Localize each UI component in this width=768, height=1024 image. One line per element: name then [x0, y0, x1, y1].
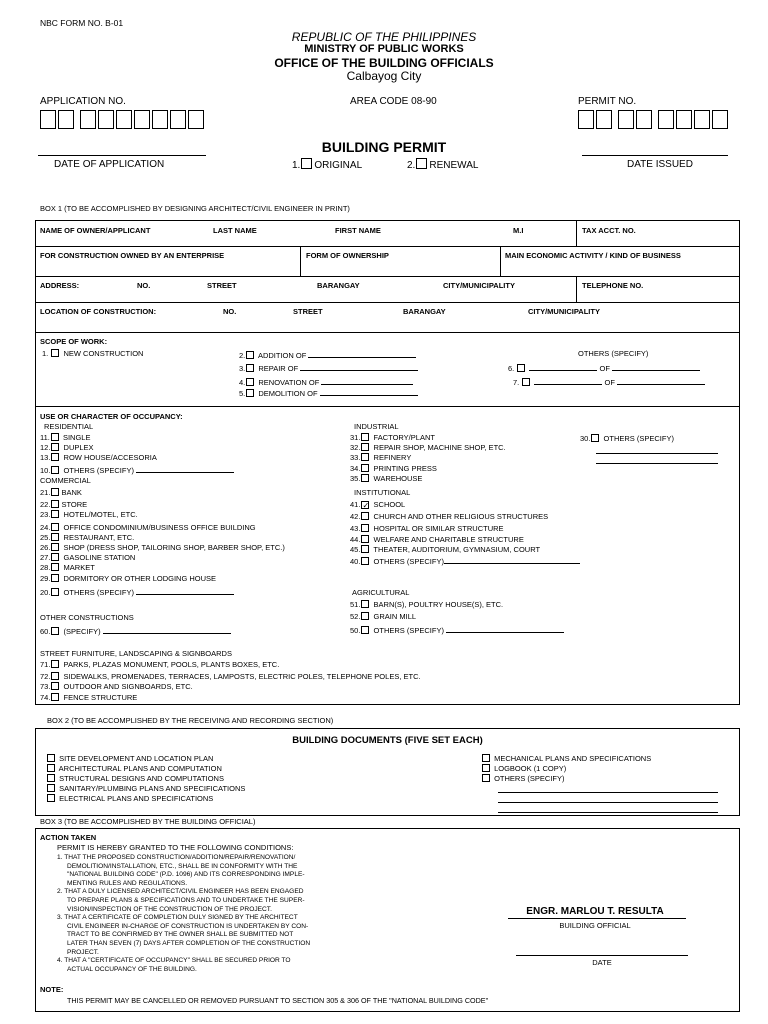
institutional-checkbox[interactable] — [361, 535, 369, 543]
document-label: SITE DEVELOPMENT AND LOCATION PLAN — [59, 754, 214, 763]
agricultural-checkbox[interactable] — [361, 612, 369, 620]
republic-heading: REPUBLIC OF THE PHILIPPINES — [291, 30, 477, 44]
commercial-checkbox[interactable] — [51, 533, 59, 541]
permit-no-boxes[interactable] — [578, 110, 730, 129]
box3-caption: BOX 3 (TO BE ACCOMPLISHED BY THE BUILDING OFFICIAL) — [40, 817, 256, 826]
scope-renovation-number: 4. — [239, 378, 246, 387]
agricultural-checkbox[interactable] — [361, 600, 369, 608]
demolition-checkbox[interactable] — [246, 389, 254, 397]
commercial-label: OTHERS (SPECIFY) — [63, 587, 134, 597]
agricultural-list — [350, 600, 564, 635]
original-option[interactable] — [292, 158, 362, 171]
street-furniture-checkbox[interactable] — [51, 672, 59, 680]
other-constructions-heading: OTHER CONSTRUCTIONS — [40, 613, 134, 622]
commercial-number: 24. — [40, 522, 51, 532]
form-number: NBC FORM NO. B-01 — [40, 18, 124, 28]
renewal-label: RENEWAL — [429, 160, 479, 171]
document-item[interactable] — [46, 784, 245, 794]
commercial-label: GASOLINE STATION — [63, 553, 136, 563]
institutional-list — [350, 500, 580, 565]
institutional-number: 42. — [350, 512, 361, 522]
date-issued-label: DATE ISSUED — [627, 159, 693, 170]
official-name: ENGR. MARLOU T. RESULTA — [526, 906, 664, 917]
institutional-checkbox[interactable] — [361, 545, 369, 553]
location-no-label: NO. — [223, 307, 237, 316]
street-furniture-label: OUTDOOR AND SIGNBOARDS, ETC. — [63, 682, 193, 692]
other-constructions-label: (SPECIFY) — [63, 627, 101, 636]
scope-other-7[interactable] — [513, 376, 705, 387]
condition-line: TRACT TO BE CONFIRMED BY THE OWNER SHALL BE SUBMITTED NOT — [67, 931, 294, 939]
industrial-label: REPAIR SHOP, MACHINE SHOP, ETC. — [373, 443, 506, 453]
agricultural-number: 52. — [350, 612, 361, 622]
middle-initial-label: M.I — [513, 226, 524, 235]
institutional-label: THEATER, AUDITORIUM, GYMNASIUM, COURT — [373, 544, 541, 554]
industrial-label: PRINTING PRESS — [373, 463, 437, 473]
institutional-number: 44. — [350, 534, 361, 544]
street-furniture-heading: STREET FURNITURE, LANDSCAPING & SIGNBOARDS — [40, 649, 232, 658]
institutional-checkbox[interactable] — [361, 512, 369, 520]
industrial-label: WAREHOUSE — [373, 473, 423, 483]
residential-item[interactable] — [40, 464, 234, 474]
other-6-checkbox[interactable] — [517, 364, 525, 372]
original-number: 1. — [292, 160, 301, 171]
ministry-heading: MINISTRY OF PUBLIC WORKS — [304, 43, 464, 55]
commercial-number: 21. — [40, 488, 51, 497]
residential-heading: RESIDENTIAL — [44, 422, 94, 431]
street-furniture-checkbox[interactable] — [51, 693, 59, 701]
city-heading: Calbayog City — [346, 69, 422, 83]
commercial-number: 28. — [40, 563, 51, 573]
residential-item[interactable] — [40, 453, 234, 463]
document-item[interactable] — [481, 774, 651, 784]
renovation-checkbox[interactable] — [246, 378, 254, 386]
renewal-checkbox[interactable] — [416, 158, 427, 169]
address-label: ADDRESS: — [40, 281, 80, 290]
commercial-number: 29. — [40, 573, 51, 583]
institutional-label: HOSPITAL OR SIMILAR STRUCTURE — [373, 524, 504, 534]
date-of-application-label: DATE OF APPLICATION — [54, 159, 165, 170]
address-no-label: NO. — [137, 281, 151, 290]
agricultural-label: OTHERS (SPECIFY) — [373, 626, 444, 636]
document-label: STRUCTURAL DESIGNS AND COMPUTATIONS — [59, 774, 224, 783]
commercial-number: 22. — [40, 500, 51, 510]
agricultural-item[interactable] — [350, 612, 564, 622]
note-text: THIS PERMIT MAY BE CANCELLED OR REMOVED PURSUANT TO SECTION 305 & 306 OF THE "NATIONAL BUILDING CODE" — [67, 996, 489, 1005]
street-furniture-number: 72. — [40, 672, 51, 682]
scope-other-6-number: 6. — [508, 364, 515, 373]
commercial-label: SHOP (DRESS SHOP, TAILORING SHOP, BARBER SHOP, ETC.) — [63, 542, 285, 552]
residential-label: DUPLEX — [63, 443, 94, 453]
street-furniture-number: 71. — [40, 660, 51, 669]
condition-line: MENTING RULES AND REGULATIONS. — [67, 879, 188, 887]
residential-checkbox[interactable] — [51, 443, 59, 451]
commercial-item[interactable] — [40, 523, 285, 533]
institutional-item[interactable] — [350, 535, 580, 545]
street-furniture-label: SIDEWALKS, PROMENADES, TERRACES, LAMPOSTS, ELECTRIC POLES, TELEPHONE POLES, ETC. — [63, 672, 421, 682]
institutional-checkbox[interactable] — [361, 524, 369, 532]
other-7-checkbox[interactable] — [522, 378, 530, 386]
note-label: NOTE: — [40, 985, 64, 994]
street-furniture-item[interactable] — [40, 660, 421, 670]
institutional-item[interactable] — [350, 512, 580, 522]
commercial-label: STORE — [61, 500, 88, 510]
scope-other-6-of: OF — [599, 364, 610, 373]
institutional-item[interactable] — [350, 545, 580, 555]
other-constructions-checkbox[interactable] — [51, 627, 59, 635]
documents-others-line[interactable] — [498, 812, 718, 813]
commercial-checkbox[interactable] — [51, 510, 59, 518]
demolition-label: DEMOLITION OF — [258, 389, 318, 398]
documents-right-list — [481, 754, 651, 784]
conditions-list — [57, 854, 310, 974]
location-street-label: STREET — [293, 307, 323, 316]
residential-number: 11. — [40, 433, 50, 442]
industrial-list — [350, 433, 506, 484]
institutional-checkbox[interactable] — [361, 557, 369, 565]
industrial-label: FACTORY/PLANT — [373, 433, 435, 442]
others-30-number: 30. — [580, 434, 591, 443]
residential-number: 12. — [40, 443, 51, 453]
institutional-label: CHURCH AND OTHER RELIGIOUS STRUCTURES — [373, 512, 549, 522]
others-30-line[interactable] — [596, 463, 718, 464]
residential-checkbox[interactable] — [51, 466, 59, 474]
agricultural-number: 51. — [350, 600, 361, 609]
industrial-checkbox[interactable] — [361, 474, 369, 482]
owner-name-label: NAME OF OWNER/APPLICANT — [40, 226, 151, 235]
commercial-checkbox[interactable] — [51, 543, 59, 551]
industrial-item[interactable] — [350, 453, 506, 463]
conditions-intro: PERMIT IS HEREBY GRANTED TO THE FOLLOWING CONDITIONS: — [57, 843, 294, 852]
document-item[interactable] — [46, 764, 245, 774]
other-constructions-number: 60. — [40, 627, 51, 636]
agricultural-checkbox[interactable] — [361, 626, 369, 634]
commercial-checkbox[interactable] — [51, 488, 59, 496]
commercial-checkbox[interactable] — [51, 588, 59, 596]
industrial-checkbox[interactable] — [361, 453, 369, 461]
document-checkbox[interactable] — [47, 774, 55, 782]
institutional-heading: INSTITUTIONAL — [354, 488, 411, 497]
document-checkbox[interactable] — [47, 754, 55, 762]
industrial-label: REFINERY — [373, 453, 412, 463]
first-name-label: FIRST NAME — [335, 226, 381, 235]
street-furniture-checkbox[interactable] — [51, 682, 59, 690]
location-city-label: CITY/MUNICIPALITY — [528, 307, 600, 316]
action-taken-heading: ACTION TAKEN — [40, 833, 97, 842]
industrial-item[interactable] — [350, 474, 506, 484]
scope-renovation[interactable] — [239, 376, 413, 387]
document-item[interactable] — [46, 774, 245, 784]
commercial-heading: COMMERCIAL — [40, 476, 91, 485]
industrial-number: 31. — [350, 433, 361, 442]
institutional-item[interactable] — [350, 555, 580, 565]
agricultural-item[interactable] — [350, 600, 564, 610]
official-signature-line[interactable] — [508, 918, 686, 919]
residential-checkbox[interactable] — [51, 433, 59, 441]
documents-left-list — [46, 754, 245, 804]
commercial-checkbox[interactable] — [51, 523, 59, 531]
commercial-number: 23. — [40, 510, 51, 520]
industrial-checkbox[interactable] — [361, 433, 369, 441]
scope-new-construction[interactable] — [42, 349, 143, 358]
area-code: AREA CODE 08-90 — [350, 96, 437, 107]
agricultural-number: 50. — [350, 626, 361, 636]
agricultural-heading: AGRICULTURAL — [352, 588, 410, 597]
street-furniture-item[interactable] — [40, 672, 421, 682]
document-checkbox[interactable] — [482, 774, 490, 782]
application-no-boxes[interactable] — [40, 110, 206, 129]
condition-line: ACTUAL OCCUPANCY OF THE BUILDING. — [67, 965, 197, 973]
agricultural-label: GRAIN MILL — [373, 612, 417, 622]
commercial-label: MARKET — [63, 563, 95, 573]
document-checkbox[interactable] — [47, 794, 55, 802]
residential-number: 10. — [40, 465, 51, 475]
industrial-checkbox[interactable] — [361, 464, 369, 472]
condition-line: CIVIL ENGINEER IN-CHARGE OF CONSTRUCTION IS UNDERTAKEN BY CON- — [67, 922, 309, 930]
commercial-checkbox[interactable] — [51, 553, 59, 561]
institutional-item[interactable] — [350, 524, 580, 534]
others-30-line[interactable] — [596, 453, 718, 454]
renovation-label: RENOVATION OF — [258, 378, 320, 387]
commercial-checkbox[interactable] — [51, 500, 59, 508]
commercial-number: 27. — [40, 553, 51, 563]
official-title: BUILDING OFFICIAL — [559, 921, 631, 930]
commercial-item[interactable] — [40, 533, 285, 543]
document-checkbox[interactable] — [47, 784, 55, 792]
box1-caption: BOX 1 (TO BE ACCOMPLISHED BY DESIGNING ARCHITECT/CIVIL ENGINEER IN PRINT) — [40, 204, 350, 213]
date-of-application-line[interactable] — [38, 155, 206, 156]
industrial-checkbox[interactable] — [361, 443, 369, 451]
industrial-number: 32. — [350, 443, 361, 453]
location-barangay-label: BARANGAY — [403, 307, 446, 316]
address-city-label: CITY/MUNICIPALITY — [443, 281, 515, 290]
street-furniture-number: 73. — [40, 682, 51, 692]
renewal-number: 2. — [407, 160, 416, 171]
document-checkbox[interactable] — [47, 764, 55, 772]
commercial-label: OFFICE CONDOMINIUM/BUSINESS OFFICE BUILDING — [63, 522, 256, 532]
other-constructions-item[interactable] — [40, 625, 231, 636]
scope-other-7-of: OF — [604, 378, 615, 387]
form-of-ownership-label: FORM OF OWNERSHIP — [306, 251, 389, 260]
occupancy-title: USE OR CHARACTER OF OCCUPANCY: — [40, 412, 183, 421]
location-label: LOCATION OF CONSTRUCTION: — [40, 307, 157, 316]
residential-label: ROW HOUSE/ACCESORIA — [63, 453, 157, 463]
repair-checkbox[interactable] — [246, 364, 254, 372]
addition-checkbox[interactable] — [246, 351, 254, 359]
condition-line: DEMOLITION/INSTALLATION, ETC., SHALL BE IN CONFORMITY WITH THE — [67, 862, 298, 870]
industrial-item[interactable] — [350, 443, 506, 453]
new-construction-label: NEW CONSTRUCTION — [63, 349, 144, 358]
commercial-number: 25. — [40, 532, 51, 542]
industrial-item[interactable] — [350, 464, 506, 474]
renewal-option[interactable] — [407, 158, 478, 171]
condition-line: LATER THAN SEVEN (7) DAYS AFTER COMPLETION OF THE CONSTRUCTION — [67, 939, 311, 947]
documents-others-line[interactable] — [498, 792, 718, 793]
commercial-checkbox[interactable] — [51, 563, 59, 571]
condition-line: 4. THAT A "CERTIFICATE OF OCCUPANCY" SHALL BE SECURED PRIOR TO — [57, 957, 291, 965]
scope-other-6[interactable] — [508, 362, 700, 373]
street-furniture-number: 74. — [40, 692, 51, 702]
street-furniture-label: FENCE STRUCTURE — [63, 692, 138, 702]
condition-line: VISION/INSPECTION OF THE CONSTRUCTION OF THE PROJECT. — [67, 905, 272, 913]
commercial-label: HOTEL/MOTEL, ETC. — [63, 510, 138, 520]
scope-title: SCOPE OF WORK: — [40, 337, 108, 346]
scope-repair[interactable] — [239, 362, 418, 373]
document-item[interactable] — [46, 754, 245, 764]
institutional-label: SCHOOL — [373, 500, 406, 509]
documents-others-line[interactable] — [498, 802, 718, 803]
commercial-label: RESTAURANT, ETC. — [63, 532, 135, 542]
commercial-label: BANK — [61, 488, 82, 497]
last-name-label: LAST NAME — [213, 226, 257, 235]
scope-demolition-number: 5. — [239, 389, 246, 398]
commercial-label: DORMITORY OR OTHER LODGING HOUSE — [63, 573, 217, 583]
agricultural-label: BARN(S), POULTRY HOUSE(S), ETC. — [373, 600, 504, 609]
condition-line: PROJECT. — [67, 948, 99, 956]
office-heading: OFFICE OF THE BUILDING OFFICIALS — [274, 56, 494, 70]
others-30-label: OTHERS (SPECIFY) — [603, 434, 674, 443]
school-checkbox[interactable] — [361, 501, 369, 509]
document-label: ELECTRICAL PLANS AND SPECIFICATIONS — [59, 794, 214, 803]
others-30-item[interactable] — [580, 434, 674, 443]
residential-number: 13. — [40, 453, 51, 463]
scope-addition-number: 2. — [239, 351, 246, 360]
scope-new-number: 1. — [42, 349, 49, 358]
street-furniture-item[interactable] — [40, 693, 421, 703]
institutional-item[interactable] — [350, 500, 580, 510]
commercial-item[interactable] — [40, 500, 285, 510]
street-furniture-item[interactable] — [40, 682, 421, 692]
residential-item[interactable] — [40, 443, 234, 453]
industrial-number: 34. — [350, 463, 361, 473]
condition-line: TO PREPARE PLANS & SPECIFICATIONS AND TO UNDERTAKE THE SUPER- — [67, 896, 305, 904]
institutional-number: 45. — [350, 544, 361, 554]
enterprise-label: FOR CONSTRUCTION OWNED BY AN ENTERPRISE — [40, 251, 225, 260]
official-date-line[interactable] — [516, 955, 688, 956]
permit-no-label: PERMIT NO. — [578, 96, 637, 107]
institutional-label: OTHERS (SPECIFY) — [373, 556, 444, 566]
scope-others-label: OTHERS (SPECIFY) — [578, 349, 649, 358]
address-barangay-label: BARANGAY — [317, 281, 360, 290]
document-label: MECHANICAL PLANS AND SPECIFICATIONS — [494, 754, 652, 763]
document-label: LOGBOOK (1 COPY) — [494, 764, 567, 773]
page-title: BUILDING PERMIT — [321, 139, 447, 155]
telephone-label: TELEPHONE NO. — [582, 281, 644, 290]
document-checkbox[interactable] — [482, 754, 490, 762]
original-checkbox[interactable] — [301, 158, 312, 169]
document-item[interactable] — [481, 754, 651, 764]
residential-label: SINGLE — [62, 433, 91, 442]
others-30-checkbox[interactable] — [591, 434, 599, 442]
commercial-item[interactable] — [40, 543, 285, 553]
industrial-number: 35. — [350, 473, 361, 483]
condition-line: 2. THAT A DULY LICENSED ARCHITECT/CIVIL ENGINEER HAS BEEN ENGAGED — [57, 888, 304, 896]
commercial-item[interactable] — [40, 488, 285, 498]
box2-caption: BOX 2 (TO BE ACCOMPLISHED BY THE RECEIVING AND RECORDING SECTION) — [47, 716, 334, 725]
institutional-number: 40. — [350, 556, 361, 566]
scope-repair-number: 3. — [239, 364, 246, 373]
condition-line: 1. THAT THE PROPOSED CONSTRUCTION/ADDITION/REPAIR/RENOVATION/ — [57, 854, 296, 861]
main-activity-label: MAIN ECONOMIC ACTIVITY / KIND OF BUSINESS — [505, 251, 681, 260]
commercial-item[interactable] — [40, 553, 285, 563]
residential-label: OTHERS (SPECIFY) — [63, 465, 134, 475]
institutional-number: 43. — [350, 524, 361, 534]
document-label: OTHERS (SPECIFY) — [494, 774, 565, 783]
industrial-number: 33. — [350, 453, 361, 463]
institutional-number: 41. — [350, 500, 361, 509]
condition-line: "NATIONAL BUILDING CODE" (P.D. 1096) AND ITS CORRESPONDING IMPLE- — [67, 871, 305, 879]
document-label: ARCHITECTURAL PLANS AND COMPUTATION — [58, 764, 222, 773]
residential-list — [40, 433, 234, 474]
street-furniture-list — [40, 660, 421, 703]
scope-demolition[interactable] — [239, 387, 418, 398]
institutional-label: WELFARE AND CHARITABLE STRUCTURE — [373, 534, 524, 544]
repair-label: REPAIR OF — [258, 364, 299, 373]
application-no-label: APPLICATION NO. — [40, 96, 126, 107]
commercial-checkbox[interactable] — [51, 574, 59, 582]
official-date-label: DATE — [592, 958, 612, 967]
new-construction-checkbox[interactable] — [51, 349, 59, 357]
date-issued-line[interactable] — [582, 155, 728, 156]
residential-item[interactable] — [40, 433, 234, 443]
document-checkbox[interactable] — [482, 764, 490, 772]
industrial-item[interactable] — [350, 433, 506, 443]
document-item[interactable] — [481, 764, 651, 774]
document-item[interactable] — [46, 794, 245, 804]
commercial-item[interactable] — [40, 510, 285, 520]
commercial-number: 26. — [40, 542, 51, 552]
commercial-list — [40, 488, 285, 596]
scope-other-7-number: 7. — [513, 378, 520, 387]
addition-label: ADDITION OF — [257, 351, 307, 360]
scope-addition[interactable] — [239, 349, 416, 360]
street-furniture-label: PARKS, PLAZAS MONUMENT, POOLS, PLANTS BOXES, ETC. — [63, 660, 280, 669]
agricultural-item[interactable] — [350, 624, 564, 634]
condition-line: 3. THAT A CERTIFICATE OF COMPLETION DULY SIGNED BY THE ARCHITECT — [57, 914, 298, 922]
residential-checkbox[interactable] — [51, 453, 59, 461]
document-label: SANITARY/PLUMBING PLANS AND SPECIFICATIONS — [59, 784, 246, 793]
tax-account-label: TAX ACCT. NO. — [582, 226, 636, 235]
building-documents-title: BUILDING DOCUMENTS (FIVE SET EACH) — [292, 735, 483, 746]
address-street-label: STREET — [207, 281, 237, 290]
industrial-heading: INDUSTRIAL — [354, 422, 399, 431]
commercial-item[interactable] — [40, 563, 285, 573]
original-label: ORIGINAL — [314, 160, 363, 171]
commercial-number: 20. — [40, 587, 51, 597]
commercial-item[interactable] — [40, 586, 285, 596]
commercial-item[interactable] — [40, 574, 285, 584]
street-furniture-checkbox[interactable] — [51, 660, 59, 668]
